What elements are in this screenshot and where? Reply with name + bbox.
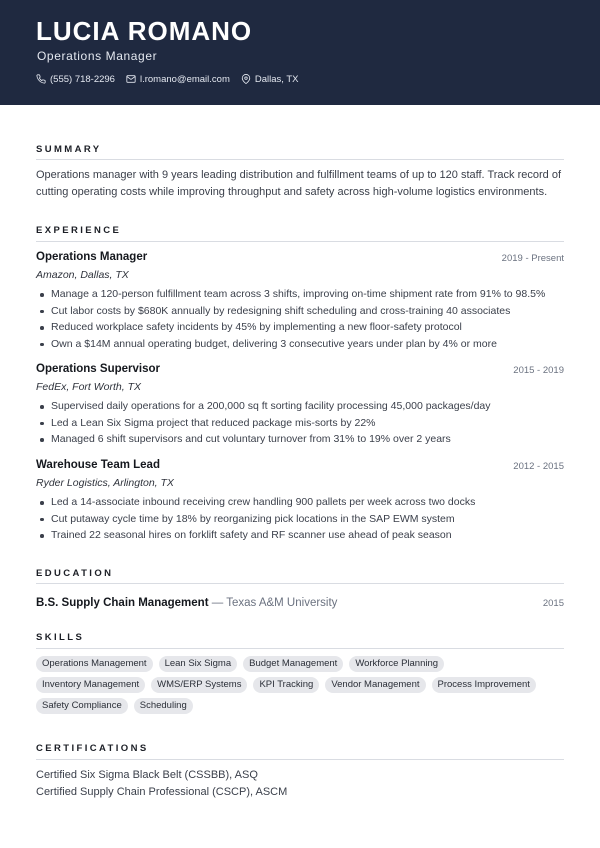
job-bullet: Led a 14-associate inbound receiving crew handling 900 pallets per week across two docks bbox=[36, 494, 564, 511]
job-title: Operations Manager bbox=[36, 251, 148, 263]
job-dates: 2012 - 2015 bbox=[513, 461, 564, 472]
contact-info bbox=[36, 72, 310, 86]
job-dates: 2015 - 2019 bbox=[513, 365, 564, 376]
education-heading: EDUCATION bbox=[36, 568, 114, 579]
skill-tag: Lean Six Sigma bbox=[159, 656, 238, 672]
map-pin-icon bbox=[241, 74, 251, 84]
education-divider bbox=[36, 583, 564, 584]
phone-text: (555) 718-2296 bbox=[50, 73, 115, 85]
certifications-heading: CERTIFICATIONS bbox=[36, 743, 149, 754]
job-bullet: Cut putaway cycle time by 18% by reorganizing pick locations in the SAP EWM system bbox=[36, 511, 564, 528]
job-bullet: Led a Lean Six Sigma project that reduced package mis-sorts by 22% bbox=[36, 415, 564, 432]
job-bullet: Reduced workplace safety incidents by 45% by implementing a new floor-safety protocol bbox=[36, 319, 564, 336]
mail-icon bbox=[126, 74, 136, 84]
job-bullets bbox=[36, 494, 564, 544]
job-title: Operations Supervisor bbox=[36, 363, 160, 375]
skill-tag: Inventory Management bbox=[36, 677, 145, 693]
certifications-list bbox=[36, 767, 287, 800]
education-entry bbox=[36, 593, 564, 611]
skills-heading: SKILLS bbox=[36, 632, 85, 643]
skill-tag: Workforce Planning bbox=[349, 656, 444, 672]
job-bullet: Supervised daily operations for a 200,000 sq ft sorting facility processing 45,000 packages/day bbox=[36, 398, 564, 415]
experience-divider bbox=[36, 241, 564, 242]
summary-heading: SUMMARY bbox=[36, 144, 102, 155]
location-text: Dallas, TX bbox=[254, 73, 299, 85]
degree: B.S. Supply Chain Management bbox=[36, 597, 209, 609]
email-text: l.romano@email.com bbox=[139, 73, 230, 85]
skill-tag: Budget Management bbox=[243, 656, 343, 672]
certifications-divider bbox=[36, 759, 564, 760]
job-title: Warehouse Team Lead bbox=[36, 459, 160, 471]
job-bullets bbox=[36, 398, 564, 448]
phone-icon bbox=[36, 74, 46, 84]
job-company: Ryder Logistics, Arlington, TX bbox=[36, 477, 174, 489]
job-bullet: Managed 6 shift supervisors and cut voluntary turnover from 31% to 19% over 2 years bbox=[36, 431, 564, 448]
school: Texas A&M University bbox=[226, 597, 338, 609]
experience-heading: EXPERIENCE bbox=[36, 225, 122, 236]
candidate-role: Operations Manager bbox=[37, 49, 158, 63]
job-bullet: Manage a 120-person fulfillment team across 3 shifts, improving on-time shipment rate from 91% to 98.5% bbox=[36, 286, 564, 303]
contact-phone bbox=[36, 74, 115, 85]
contact-location bbox=[241, 74, 299, 85]
job-bullet: Trained 22 seasonal hires on forklift safety and RF scanner use ahead of peak season bbox=[36, 527, 564, 544]
job-company: Amazon, Dallas, TX bbox=[36, 269, 129, 281]
certification-item: Certified Supply Chain Professional (CSCP), ASCM bbox=[36, 785, 288, 798]
graduation-year: 2015 bbox=[542, 598, 564, 609]
skill-tag: Process Improvement bbox=[432, 677, 536, 693]
job-bullet: Own a $14M annual operating budget, delivering 3 consecutive years under plan by 4% or more bbox=[36, 336, 564, 353]
skill-tag: KPI Tracking bbox=[253, 677, 319, 693]
contact-email bbox=[126, 74, 230, 85]
candidate-name: LUCIA ROMANO bbox=[36, 16, 253, 46]
skill-tag: WMS/ERP Systems bbox=[151, 677, 247, 693]
job-bullets bbox=[36, 286, 564, 352]
skills-divider bbox=[36, 648, 564, 649]
skills-list bbox=[36, 656, 564, 719]
skill-tag: Scheduling bbox=[134, 698, 193, 714]
skill-tag: Vendor Management bbox=[325, 677, 425, 693]
job-dates: 2019 - Present bbox=[501, 253, 564, 264]
skill-tag: Safety Compliance bbox=[36, 698, 128, 714]
certification-item: Certified Six Sigma Black Belt (CSSBB), ASQ bbox=[36, 769, 258, 781]
degree-separator: — bbox=[208, 597, 227, 609]
summary-divider bbox=[36, 159, 564, 160]
resume-header bbox=[0, 0, 600, 105]
job-bullet: Cut labor costs by $680K annually by redesigning shift scheduling and cross-training 40 associates bbox=[36, 303, 564, 320]
job-company: FedEx, Fort Worth, TX bbox=[36, 381, 142, 393]
summary-text: Operations manager with 9 years leading distribution and fulfillment teams of up to 120 staff. Track record of cutting operating costs while improving throughput and safety across high-volume logistics environments. bbox=[36, 169, 562, 198]
skill-tag: Operations Management bbox=[36, 656, 153, 672]
